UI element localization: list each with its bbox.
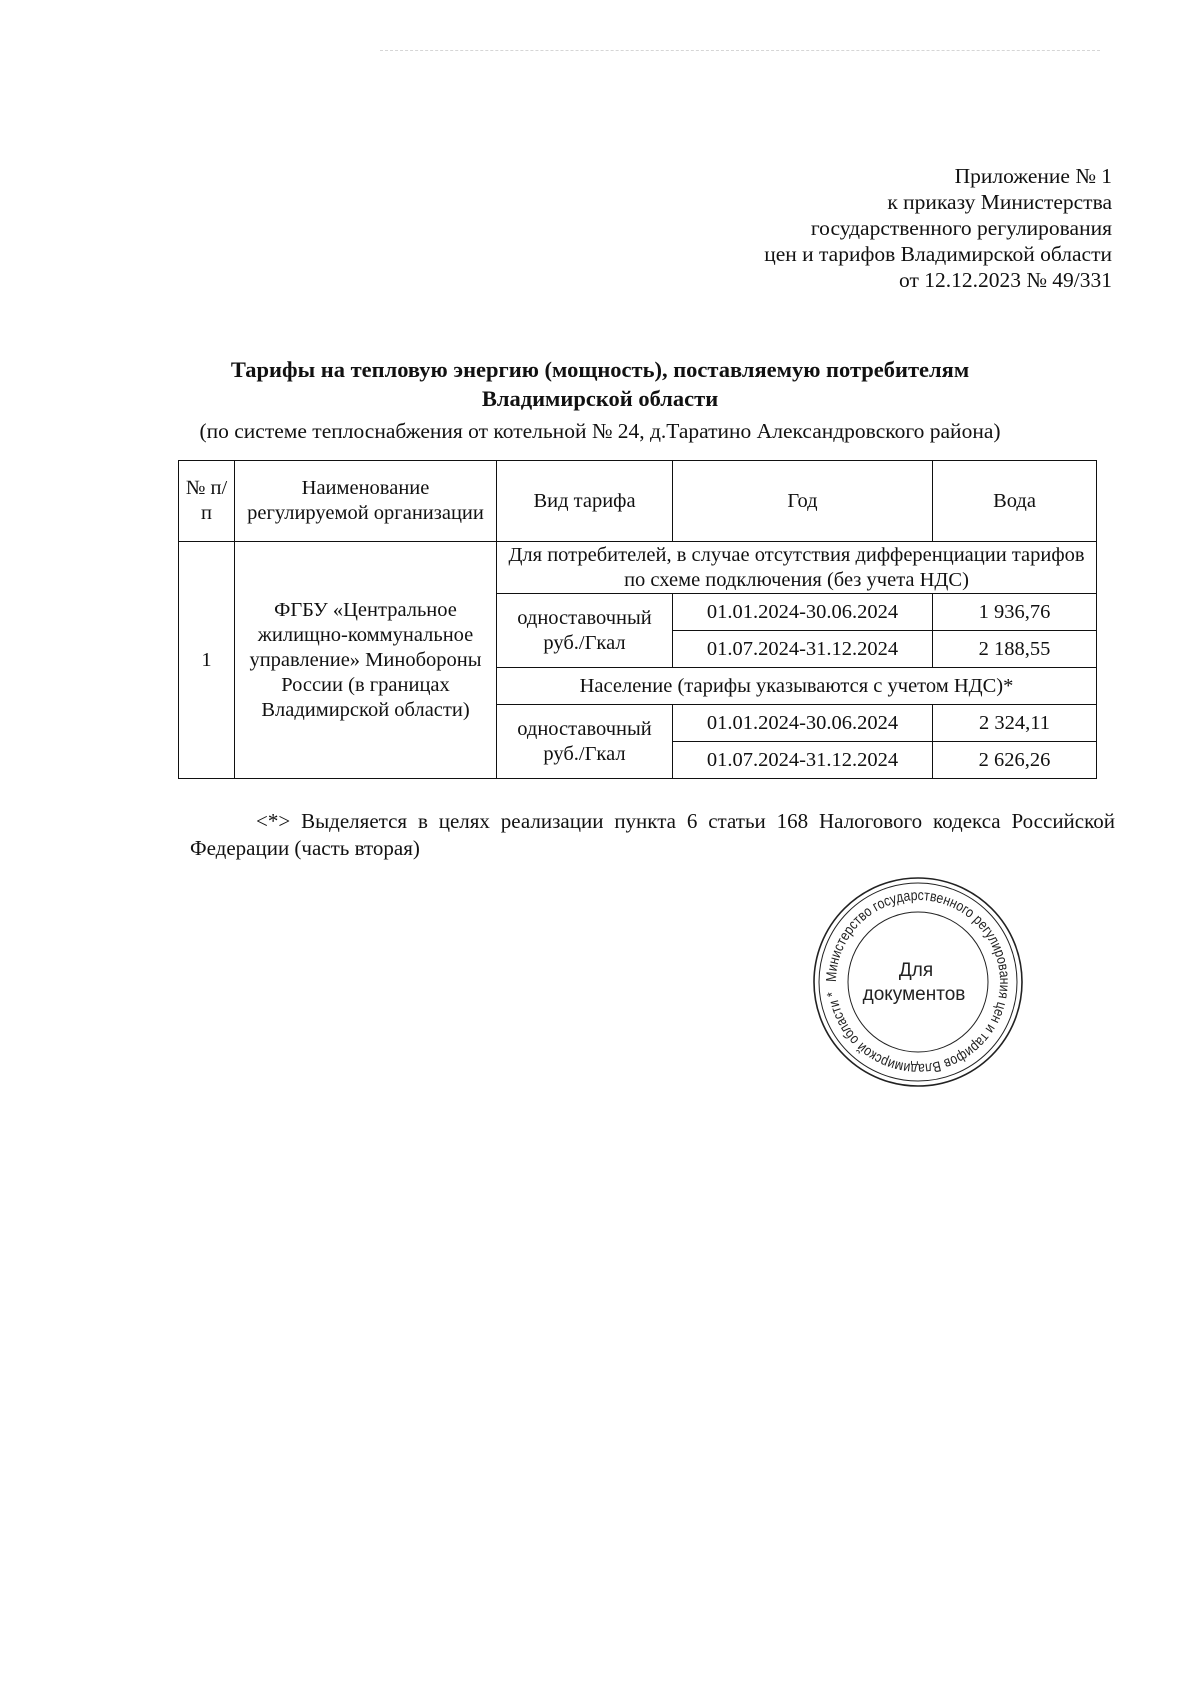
section-consumers-title: Для потребителей, в случае отсутствия дифференциации тарифов по схеме подключения (без учета НДС) [497, 542, 1097, 594]
official-stamp [808, 872, 1028, 1092]
tariff-table [178, 460, 1097, 779]
footnote: <*> Выделяется в целях реализации пункта 6 статьи 168 Налогового кодекса Российской Федерации (часть вторая) [190, 809, 1115, 860]
period-cell: 01.07.2024-31.12.2024 [673, 631, 933, 668]
appendix-line-4: цен и тарифов Владимирской области [764, 242, 1112, 266]
stamp-seal-icon [808, 872, 1028, 1092]
scan-artifact-line [380, 50, 1100, 51]
appendix-line-5: от 12.12.2023 № 49/331 [899, 268, 1112, 292]
document-subtitle: (по системе теплоснабжения от котельной № 24, д.Таратино Александровского района) [199, 419, 1001, 443]
stamp-center-line-1: Для [898, 960, 934, 981]
row-number-cell: 1 [179, 542, 235, 779]
period-cell: 01.07.2024-31.12.2024 [673, 742, 933, 779]
appendix-line-2: к приказу Министерства [887, 190, 1112, 214]
stamp-ring-text: Министерство государственного регулирования цен и тарифов Владимирской области * [823, 887, 1013, 1077]
organization-cell: ФГБУ «Центральное жилищно-коммунальное управление» Минобороны России (в границах Владимирской области) [235, 542, 497, 779]
header-organization: Наименование регулируемой организации [235, 461, 497, 542]
water-value-cell: 2 626,26 [933, 742, 1097, 779]
water-value-cell: 2 324,11 [933, 705, 1097, 742]
period-cell: 01.01.2024-30.06.2024 [673, 705, 933, 742]
table-header-row [179, 461, 1097, 542]
tariff-type-cell: одноставочный руб./Гкал [497, 594, 673, 668]
header-water: Вода [933, 461, 1097, 542]
water-value-cell: 1 936,76 [933, 594, 1097, 631]
document-title-line-2: Владимирской области [481, 386, 719, 411]
tariff-type-cell: одноставочный руб./Гкал [497, 705, 673, 779]
header-tariff-type: Вид тарифа [497, 461, 673, 542]
appendix-line-1: Приложение № 1 [954, 164, 1112, 188]
period-cell: 01.01.2024-30.06.2024 [673, 594, 933, 631]
section-population-title: Население (тарифы указываются с учетом НДС)* [497, 668, 1097, 705]
document-title: Тарифы на тепловую энергию (мощность), поставляемую потребителям [230, 357, 970, 382]
header-year: Год [673, 461, 933, 542]
water-value-cell: 2 188,55 [933, 631, 1097, 668]
appendix-reference [764, 163, 1112, 293]
appendix-line-3: государственного регулирования [810, 216, 1112, 240]
table-row [179, 542, 1097, 594]
stamp-center-line-2: документов [862, 984, 966, 1005]
header-number: № п/п [179, 461, 235, 542]
